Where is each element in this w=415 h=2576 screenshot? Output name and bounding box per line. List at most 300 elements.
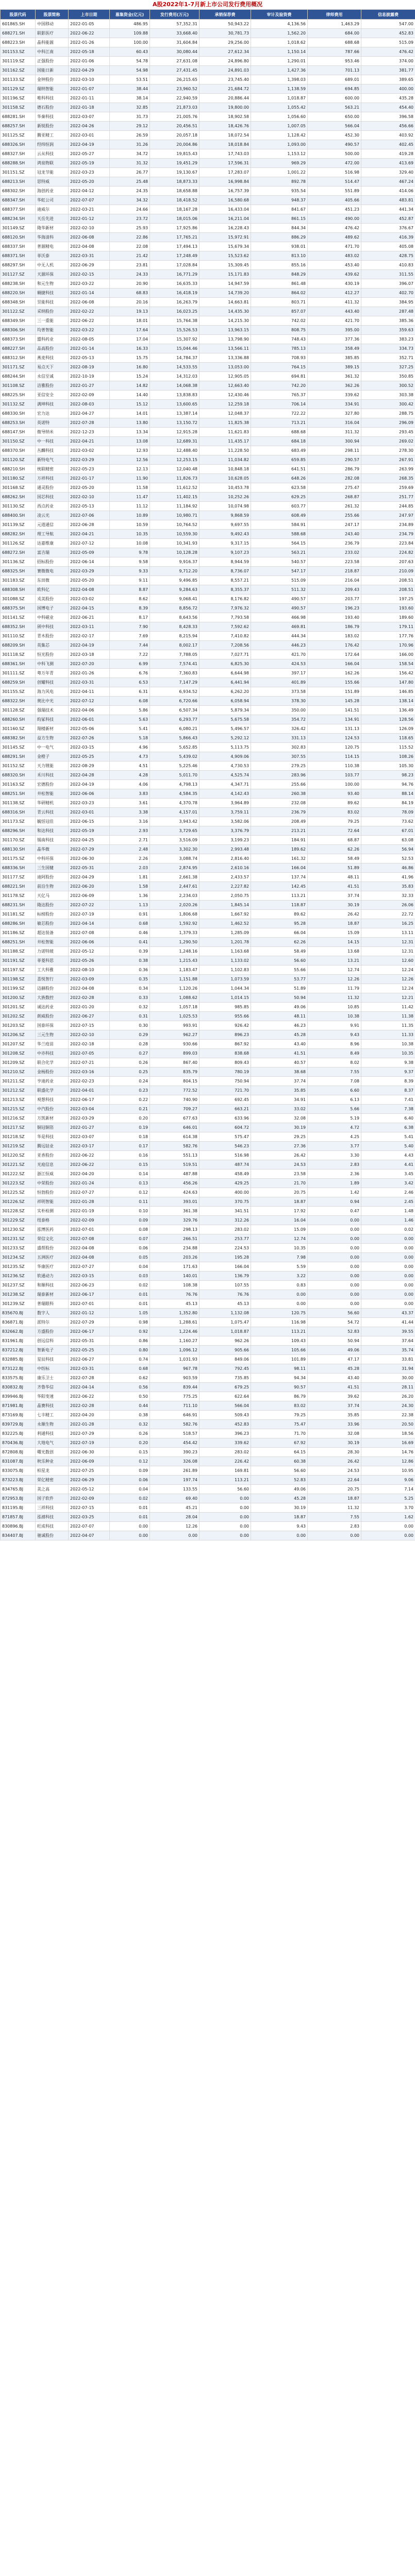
table-cell: 10.59 bbox=[110, 520, 150, 530]
column-header: 股票简称 bbox=[36, 10, 69, 20]
table-cell: 993.91 bbox=[150, 1021, 200, 1030]
table-cell: 1,007.05 bbox=[251, 122, 308, 131]
table-cell: 2022-05-12 bbox=[69, 947, 110, 956]
table-cell: 0.06 bbox=[110, 1244, 150, 1253]
table-cell: 688220.SH bbox=[1, 289, 36, 298]
table-row bbox=[1, 140, 415, 149]
table-cell: 301199.SZ bbox=[1, 984, 36, 993]
table-cell: 708.93 bbox=[251, 353, 308, 363]
table-row bbox=[1, 1049, 415, 1058]
table-cell: 1,806.68 bbox=[150, 910, 200, 919]
table-cell: 21.42 bbox=[110, 251, 150, 261]
table-cell: 29,256.00 bbox=[200, 38, 251, 47]
table-cell: 0.00 bbox=[361, 1531, 415, 1540]
table-cell: 2022-07-08 bbox=[69, 1234, 110, 1244]
table-cell: 688221.SH bbox=[1, 882, 36, 891]
table-cell: 华虹公司 bbox=[36, 196, 69, 205]
table-cell: 13.11 bbox=[361, 928, 415, 938]
table-cell: 2022-05-13 bbox=[69, 502, 110, 511]
table-row bbox=[1, 1262, 415, 1272]
table-cell: 4.72 bbox=[308, 1123, 361, 1132]
table-cell: 26.42 bbox=[308, 1457, 361, 1466]
table-cell: 0.83 bbox=[251, 1281, 308, 1290]
table-cell: 2022-02-09 bbox=[69, 1494, 110, 1503]
table-cell: 11.58 bbox=[110, 483, 150, 493]
table-cell: 2022-03-15 bbox=[69, 743, 110, 752]
table-cell: 28.11 bbox=[361, 1383, 415, 1392]
table-cell: 301108.SZ bbox=[1, 381, 36, 391]
table-cell: 301110.SZ bbox=[1, 632, 36, 641]
table-cell: 688147.SH bbox=[1, 428, 36, 437]
table-cell: 4,347.71 bbox=[200, 780, 251, 789]
table-cell: 2,433.57 bbox=[200, 873, 251, 882]
table-cell: 955.66 bbox=[200, 1012, 251, 1021]
table-cell: 76.76 bbox=[200, 1290, 251, 1299]
table-cell: 985.85 bbox=[200, 1003, 251, 1012]
table-cell: 满坤科技 bbox=[36, 400, 69, 409]
table-cell: 2022-04-21 bbox=[69, 530, 110, 539]
table-cell: 33,668.40 bbox=[150, 29, 200, 38]
table-cell: 18.87 bbox=[308, 1494, 361, 1503]
table-cell: 301170.SZ bbox=[1, 836, 36, 845]
table-cell: 713.21 bbox=[251, 418, 308, 428]
table-cell: 172.64 bbox=[308, 650, 361, 659]
table-cell: 2022-06-30 bbox=[69, 854, 110, 863]
table-cell: 9,868.59 bbox=[200, 511, 251, 520]
table-cell: 2022-08-10 bbox=[69, 965, 110, 975]
table-row bbox=[1, 94, 415, 103]
table-cell: 普源精电 bbox=[36, 242, 69, 251]
table-cell: 301226.SZ bbox=[1, 1197, 36, 1207]
table-cell: 31.26 bbox=[110, 140, 150, 149]
table-cell: 22.86 bbox=[110, 233, 150, 242]
table-cell: 中科飞测 bbox=[36, 659, 69, 669]
table-cell: 967.78 bbox=[150, 1364, 200, 1374]
table-cell: 109.88 bbox=[110, 29, 150, 38]
table-cell: 838.68 bbox=[200, 1049, 251, 1058]
table-cell: 301128.SZ bbox=[1, 706, 36, 715]
table-cell: 301141.SZ bbox=[1, 613, 36, 622]
table-cell: 19.13 bbox=[110, 307, 150, 316]
table-cell: 5.19 bbox=[308, 1114, 361, 1123]
table-cell: 9,492.43 bbox=[200, 530, 251, 539]
table-cell: 智新电子 bbox=[36, 1346, 69, 1355]
table-cell: 新锐股份 bbox=[36, 122, 69, 131]
table-cell: 490.57 bbox=[251, 595, 308, 604]
table-cell: 688325.SH bbox=[1, 567, 36, 576]
table-cell: 30.19 bbox=[251, 1123, 308, 1132]
table-cell: 35.85 bbox=[308, 1411, 361, 1420]
table-row bbox=[1, 1058, 415, 1067]
table-cell: 688209.SH bbox=[1, 641, 36, 650]
table-cell: 935.54 bbox=[251, 187, 308, 196]
table-cell: 301155.SZ bbox=[1, 687, 36, 697]
table-cell: 2022-01-28 bbox=[69, 1420, 110, 1429]
table-cell: 663.21 bbox=[200, 1105, 251, 1114]
table-row bbox=[1, 270, 415, 279]
table-cell: 141.51 bbox=[308, 706, 361, 715]
table-cell: 67.01 bbox=[361, 826, 415, 836]
table-cell: 0.06 bbox=[110, 1476, 150, 1485]
table-cell: 1,183.47 bbox=[150, 965, 200, 975]
table-cell: 83.02 bbox=[251, 1401, 308, 1411]
table-cell: 0.26 bbox=[110, 1058, 150, 1067]
table-cell: 中科环保 bbox=[36, 854, 69, 863]
table-cell: 45.28 bbox=[251, 1494, 308, 1503]
table-cell: 9.37 bbox=[361, 1067, 415, 1077]
table-cell: 688213.SH bbox=[1, 177, 36, 187]
table-cell: 396.23 bbox=[200, 1429, 251, 1438]
table-cell: 2022-07-12 bbox=[69, 697, 110, 706]
table-cell: 688251.SH bbox=[1, 789, 36, 799]
table-cell: 641.51 bbox=[251, 465, 308, 474]
table-cell: 302.83 bbox=[251, 743, 308, 752]
table-cell: 2022-05-31 bbox=[69, 863, 110, 873]
table-cell: 49.06 bbox=[308, 1346, 361, 1355]
table-cell: 316.04 bbox=[308, 418, 361, 428]
table-cell: 15,171.83 bbox=[200, 270, 251, 279]
table-cell: 经纬恒润 bbox=[36, 140, 69, 149]
table-cell: 7.98 bbox=[251, 1253, 308, 1262]
table-row bbox=[1, 678, 415, 687]
table-cell: 748.43 bbox=[251, 335, 308, 344]
table-cell: 688322.SH bbox=[1, 697, 36, 706]
table-row bbox=[1, 428, 415, 437]
table-cell: 1,055.42 bbox=[251, 103, 308, 112]
table-cell: 46.23 bbox=[251, 1021, 308, 1030]
table-cell: 2022-05-18 bbox=[69, 47, 110, 57]
table-cell: 90.57 bbox=[251, 1383, 308, 1392]
table-cell: 94.76 bbox=[361, 780, 415, 789]
table-cell: 9.33 bbox=[110, 567, 150, 576]
table-cell: 551.13 bbox=[150, 1151, 200, 1160]
table-cell: 金橙子 bbox=[36, 752, 69, 761]
table-cell: 6.60 bbox=[308, 1086, 361, 1095]
table-cell: 12.26 bbox=[308, 975, 361, 984]
table-cell: 260.38 bbox=[251, 789, 308, 799]
table-row bbox=[1, 1272, 415, 1281]
table-cell: 62.26 bbox=[251, 938, 308, 947]
table-cell: 49.06 bbox=[251, 1003, 308, 1012]
table-cell: 236.79 bbox=[251, 808, 308, 817]
table-cell: 614.38 bbox=[150, 1132, 200, 1142]
table-cell: 0.22 bbox=[110, 1095, 150, 1105]
table-cell: 天源环保 bbox=[36, 270, 69, 279]
table-cell: 899.03 bbox=[150, 1049, 200, 1058]
table-cell: 14.15 bbox=[308, 938, 361, 947]
table-cell: 886.29 bbox=[251, 233, 308, 242]
table-cell: 亨迪药业 bbox=[36, 1077, 69, 1086]
table-cell: 中科江南 bbox=[36, 47, 69, 57]
table-cell: 7,592.62 bbox=[200, 622, 251, 632]
table-cell: 英集芯 bbox=[36, 641, 69, 650]
table-cell: 2022-02-22 bbox=[69, 307, 110, 316]
table-cell: 688120.SH bbox=[1, 233, 36, 242]
table-cell: 301213.SZ bbox=[1, 1095, 36, 1105]
table-cell: 2022-07-08 bbox=[69, 928, 110, 938]
table-cell: 575.47 bbox=[200, 1132, 251, 1142]
table-cell: 45.13 bbox=[200, 1299, 251, 1309]
table-cell: 8,215.94 bbox=[150, 632, 200, 641]
table-row bbox=[1, 1123, 415, 1132]
table-cell: 247.17 bbox=[308, 520, 361, 530]
table-cell: 13,963.15 bbox=[200, 326, 251, 335]
table-cell: 76.76 bbox=[150, 1290, 200, 1299]
table-cell: 2022-03-21 bbox=[69, 205, 110, 214]
table-cell: 昱能科技 bbox=[36, 298, 69, 307]
table-cell: 301162.SZ bbox=[1, 66, 36, 75]
table-cell: 迪威尔 bbox=[36, 205, 69, 214]
table-cell: 300.94 bbox=[308, 437, 361, 446]
table-cell: 683.49 bbox=[251, 446, 308, 455]
table-cell: 13,150.72 bbox=[150, 418, 200, 428]
table-cell: 天岳先进 bbox=[36, 214, 69, 224]
table-row bbox=[1, 196, 415, 205]
table-cell: 2022-01-14 bbox=[69, 289, 110, 298]
table-cell: 2022-07-19 bbox=[69, 910, 110, 919]
table-cell: 105.66 bbox=[251, 1346, 308, 1355]
table-cell: 268.87 bbox=[308, 493, 361, 502]
table-cell: 84.19 bbox=[361, 799, 415, 808]
table-cell: 867.40 bbox=[150, 1058, 200, 1067]
table-cell: 6.99 bbox=[110, 659, 150, 669]
table-cell: 0.68 bbox=[110, 1364, 150, 1374]
table-cell: 5.63 bbox=[110, 715, 150, 724]
table-cell: 0.94 bbox=[308, 1197, 361, 1207]
table-cell: 301160.SZ bbox=[1, 724, 36, 734]
table-cell: 170.96 bbox=[361, 641, 415, 650]
table-cell: 688231.SH bbox=[1, 901, 36, 910]
table-cell: 和顺科技 bbox=[36, 1281, 69, 1290]
table-cell: 2022-05-20 bbox=[69, 576, 110, 585]
table-cell: 253.77 bbox=[200, 1234, 251, 1244]
table-cell: 2022-07-29 bbox=[69, 1429, 110, 1438]
table-cell: 11.79 bbox=[308, 984, 361, 993]
table-cell: 2022-04-08 bbox=[69, 984, 110, 993]
table-cell: 855.16 bbox=[251, 261, 308, 270]
table-cell: 962.27 bbox=[150, 1030, 200, 1040]
table-cell: 4.06 bbox=[110, 780, 150, 789]
table-cell: 6.53 bbox=[110, 678, 150, 687]
table-cell: 453.40 bbox=[308, 261, 361, 270]
table-cell: 天亿马 bbox=[36, 891, 69, 901]
table-cell: 2022-03-31 bbox=[69, 1364, 110, 1374]
table-cell: 3.16 bbox=[110, 817, 150, 826]
table-cell: 瑞泰新材 bbox=[36, 1290, 69, 1299]
table-cell: 2022-07-07 bbox=[69, 196, 110, 205]
table-cell: 12.21 bbox=[361, 993, 415, 1003]
table-cell: 830896.BJ bbox=[1, 1522, 36, 1531]
table-cell: 301132.SZ bbox=[1, 400, 36, 409]
table-cell: 标榜股份 bbox=[36, 910, 69, 919]
table-cell: 达嘉维康 bbox=[36, 539, 69, 548]
table-cell: 516.98 bbox=[308, 168, 361, 177]
table-cell: 10,559.30 bbox=[150, 530, 200, 539]
table-row bbox=[1, 455, 415, 465]
table-cell: 戎美股份 bbox=[36, 595, 69, 604]
table-cell: 华秦科技 bbox=[36, 112, 69, 122]
column-header: 募集资金(亿元) bbox=[110, 10, 150, 20]
table-row bbox=[1, 1503, 415, 1513]
table-cell: 菲沃泰 bbox=[36, 251, 69, 261]
table-cell: 49.06 bbox=[251, 1485, 308, 1494]
table-cell: 301163.SZ bbox=[1, 780, 36, 789]
table-cell: 6,644.98 bbox=[200, 669, 251, 678]
table-cell: 694.81 bbox=[251, 372, 308, 381]
table-row bbox=[1, 901, 415, 910]
table-cell: 166.04 bbox=[308, 659, 361, 669]
table-cell: 5,496.57 bbox=[200, 724, 251, 734]
table-cell: 2022-07-28 bbox=[69, 418, 110, 428]
table-cell: 255.66 bbox=[308, 511, 361, 520]
table-cell: 28.04 bbox=[150, 1513, 200, 1522]
table-cell: 511.32 bbox=[251, 585, 308, 595]
table-cell: 2022-07-07 bbox=[69, 1522, 110, 1531]
table-cell: 1,201.78 bbox=[200, 938, 251, 947]
table-cell: 2022-06-14 bbox=[69, 557, 110, 567]
table-cell: 208.51 bbox=[361, 576, 415, 585]
table-row bbox=[1, 1457, 415, 1466]
table-cell: 17,283.07 bbox=[200, 168, 251, 177]
table-cell: 301218.SZ bbox=[1, 1132, 36, 1142]
table-cell: 421.70 bbox=[251, 650, 308, 659]
table-header-row bbox=[1, 10, 415, 20]
table-cell: 18,418.52 bbox=[150, 196, 200, 205]
table-cell: 18,072.54 bbox=[200, 131, 251, 140]
table-cell: 10.35 bbox=[361, 1049, 415, 1058]
table-cell: 前沿生物 bbox=[36, 882, 69, 891]
table-cell: 903.59 bbox=[150, 1374, 200, 1383]
table-cell: 中一科技 bbox=[36, 437, 69, 446]
table-cell: 18.87 bbox=[251, 1513, 308, 1522]
table-body bbox=[1, 20, 415, 1540]
table-cell: 实朴检测 bbox=[36, 1207, 69, 1216]
table-row bbox=[1, 928, 415, 938]
table-cell: 3,964.89 bbox=[200, 799, 251, 808]
table-cell: 94.34 bbox=[251, 1374, 308, 1383]
table-cell: 2022-06-22 bbox=[69, 1392, 110, 1401]
table-cell: 泓禧科技 bbox=[36, 1513, 69, 1522]
table-row bbox=[1, 595, 415, 604]
table-cell: 354.72 bbox=[251, 715, 308, 724]
table-cell: 301234.SZ bbox=[1, 1253, 36, 1262]
table-cell: 21,684.72 bbox=[200, 84, 251, 94]
table-cell: 0.04 bbox=[110, 1262, 150, 1272]
table-cell: 3,943.42 bbox=[150, 817, 200, 826]
table-cell: 48.11 bbox=[308, 873, 361, 882]
table-cell: 2022-08-03 bbox=[69, 400, 110, 409]
table-cell: 226.42 bbox=[200, 1457, 251, 1466]
table-row bbox=[1, 353, 415, 363]
table-cell: 统联精密 bbox=[36, 465, 69, 474]
table-cell: 18,902.58 bbox=[200, 112, 251, 122]
table-cell: 374.00 bbox=[361, 57, 415, 66]
table-cell: 1,014.15 bbox=[200, 993, 251, 1003]
table-cell: 772.52 bbox=[150, 1086, 200, 1095]
table-cell: 490.57 bbox=[308, 140, 361, 149]
table-cell: 301149.SZ bbox=[1, 224, 36, 233]
table-cell: 1,285.09 bbox=[200, 928, 251, 938]
table-row bbox=[1, 391, 415, 400]
table-cell: 17.64 bbox=[110, 326, 150, 335]
table-cell: 566.04 bbox=[308, 122, 361, 131]
table-cell: 329.40 bbox=[361, 168, 415, 177]
table-cell: 2022-03-02 bbox=[69, 595, 110, 604]
table-cell: 839.44 bbox=[150, 1383, 200, 1392]
table-cell: 224.53 bbox=[200, 1244, 251, 1253]
table-cell: 英诺特 bbox=[36, 418, 69, 428]
table-cell: 易点天下 bbox=[36, 363, 69, 372]
table-row bbox=[1, 29, 415, 38]
table-cell: 2022-04-14 bbox=[69, 919, 110, 928]
table-cell: 2022-04-08 bbox=[69, 585, 110, 595]
table-cell: 930.66 bbox=[150, 1040, 200, 1049]
table-row bbox=[1, 557, 415, 567]
table-row bbox=[1, 1374, 415, 1383]
table-cell: 2022-04-19 bbox=[69, 140, 110, 149]
table-cell: 驰诚股份 bbox=[36, 1531, 69, 1540]
table-cell: 金钟股份 bbox=[36, 75, 69, 84]
table-cell: 20,004.86 bbox=[150, 140, 200, 149]
table-cell: 7,574.41 bbox=[150, 659, 200, 669]
table-cell: 1,592.92 bbox=[150, 919, 200, 928]
table-cell: 2022-03-11 bbox=[69, 622, 110, 632]
table-cell: 873122.BJ bbox=[1, 1364, 36, 1374]
table-cell: 腾亚精工 bbox=[36, 131, 69, 140]
table-cell: 12,663.40 bbox=[200, 381, 251, 391]
table-cell: 11,612.52 bbox=[150, 483, 200, 493]
table-row bbox=[1, 1216, 415, 1225]
table-cell: 52.83 bbox=[308, 1327, 361, 1336]
table-cell: 34.32 bbox=[110, 196, 150, 205]
table-row bbox=[1, 57, 415, 66]
table-cell: 722.22 bbox=[251, 409, 308, 418]
table-cell: 11,402.15 bbox=[150, 493, 200, 502]
table-cell: 301152.SZ bbox=[1, 761, 36, 771]
table-cell: 2022-04-01 bbox=[69, 1086, 110, 1095]
table-cell: 509.43 bbox=[200, 1411, 251, 1420]
table-cell: 8.17 bbox=[110, 613, 150, 622]
table-cell: 0.32 bbox=[110, 1420, 150, 1429]
table-cell: 2.83 bbox=[308, 1160, 361, 1170]
table-cell: 1.13 bbox=[110, 901, 150, 910]
table-cell: 12,259.18 bbox=[200, 400, 251, 409]
table-cell: 283.02 bbox=[200, 1448, 251, 1457]
table-cell: 208.51 bbox=[361, 585, 415, 595]
table-cell: 0.00 bbox=[308, 1253, 361, 1262]
table-cell: 14,215.30 bbox=[200, 316, 251, 326]
table-cell: 519.51 bbox=[150, 1160, 200, 1170]
table-cell: 16.04 bbox=[251, 1216, 308, 1225]
table-cell: 9,068.41 bbox=[150, 595, 200, 604]
table-cell: 16,211.04 bbox=[200, 214, 251, 224]
table-row bbox=[1, 75, 415, 84]
table-cell: 86.79 bbox=[251, 1392, 308, 1401]
table-cell: 390.23 bbox=[150, 1448, 200, 1457]
table-row bbox=[1, 437, 415, 446]
table-cell: 688306.SH bbox=[1, 326, 36, 335]
table-cell: 喜悦智行 bbox=[36, 975, 69, 984]
table-row bbox=[1, 400, 415, 409]
table-cell: 颀中科技 bbox=[36, 622, 69, 632]
table-cell: 489.62 bbox=[308, 233, 361, 242]
table-cell: 0.00 bbox=[361, 1262, 415, 1272]
table-cell: 6,262.20 bbox=[200, 687, 251, 697]
table-cell: 45.28 bbox=[308, 1364, 361, 1374]
table-cell: 16,998.84 bbox=[200, 177, 251, 187]
table-cell: 0.00 bbox=[200, 1531, 251, 1540]
table-cell: 0.08 bbox=[110, 1225, 150, 1234]
